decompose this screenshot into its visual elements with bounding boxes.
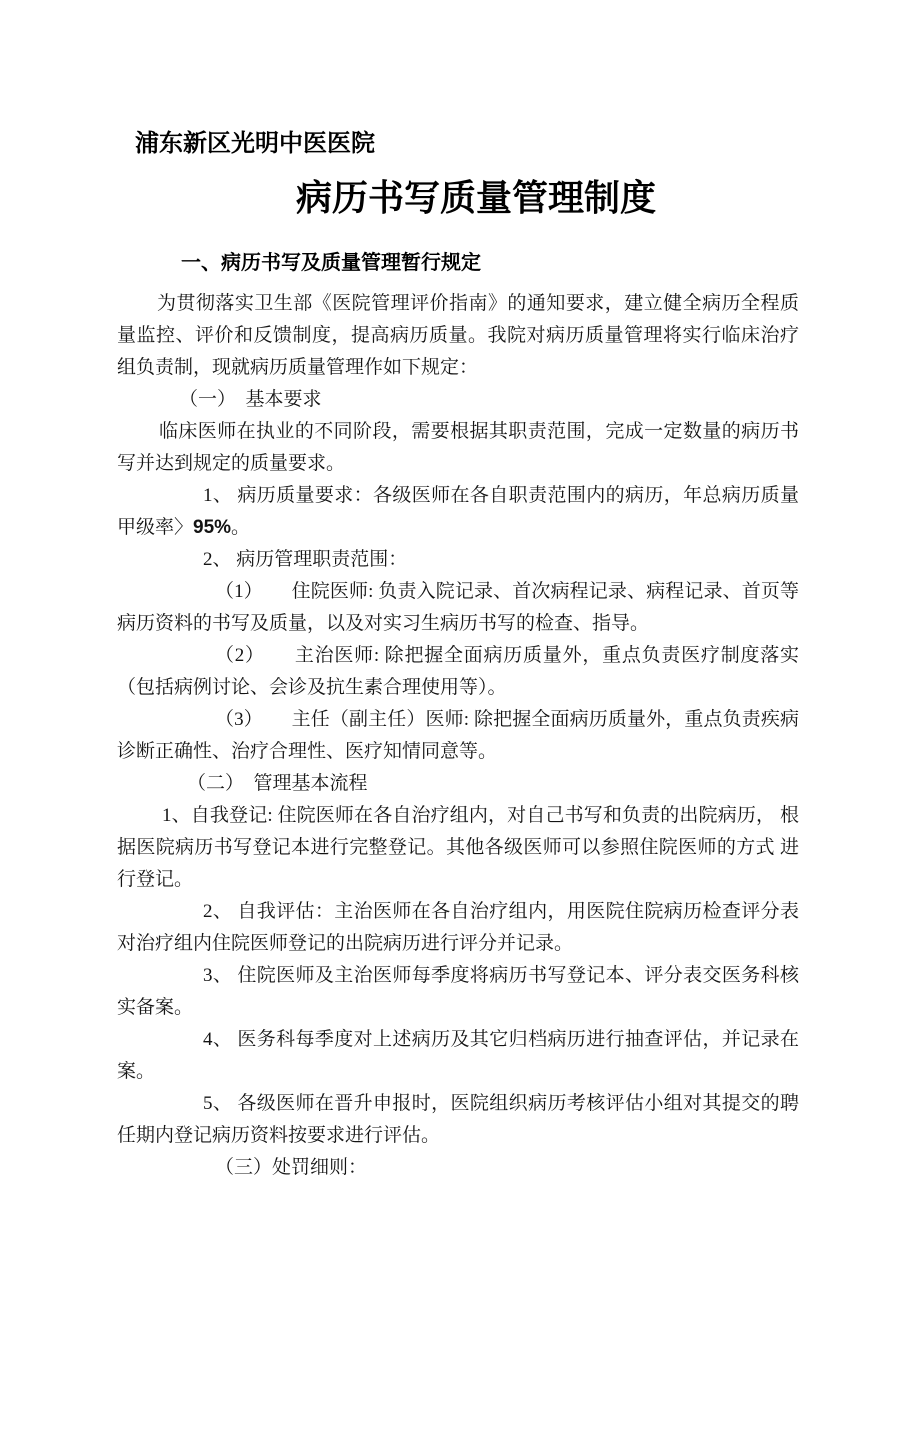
paragraph-text-suffix: 。: [231, 517, 251, 538]
paragraph-quarterly-submission: 3、 住院医师及主治医师每季度将病历书写登记本、评分表交医务科核实备案。: [117, 965, 799, 1018]
paragraph-intro: 为贯彻落实卫生部《医院管理评价指南》的通知要求，建立健全病历全程质量监控、评价和反馈制度，提高病历质量。我院对病历质量管理将实行临床治疗组负责制，现就病历质量管理作如下规定：: [117, 293, 799, 378]
quality-rate-value: 95%: [193, 517, 232, 538]
subsection-penalty-rules: （三）处罚细则：: [215, 1157, 368, 1178]
subsection-basic-requirements: （一） 基本要求: [179, 389, 322, 410]
paragraph-self-registration: 1、自我登记: 住院医师在各自治疗组内，对自己书写和负责的出院病历， 根据医院病历书写登记本进行完整登记。其他各级医师可以参照住院医师的方式 进行登记。: [117, 805, 799, 890]
paragraph-responsibility-scope: 2、 病历管理职责范围：: [203, 549, 408, 570]
paragraph-quarterly-spot-check: 4、 医务科每季度对上述病历及其它归档病历进行抽查评估，并记录在案。: [117, 1029, 799, 1082]
document-page: [0, 128, 920, 1430]
document-body: [117, 288, 799, 1184]
document-title: 病历书写质量管理制度: [296, 177, 657, 218]
paragraph-chief-physician: （3） 主任（副主任）医师: 除把握全面病历质量外，重点负责疾病诊断正确性、治疗合理性、医疗知情同意等。: [117, 709, 799, 762]
paragraph-resident-physician: （1） 住院医师: 负责入院记录、首次病程记录、病程记录、首页等病历资料的书写及质量，以及对实习生病历书写的检查、指导。: [117, 581, 799, 634]
section-heading: 一、病历书写及质量管理暂行规定: [181, 252, 481, 274]
paragraph-promotion-evaluation: 5、 各级医师在晋升申报时，医院组织病历考核评估小组对其提交的聘任期内登记病历资料按要求进行评估。: [117, 1093, 799, 1146]
paragraph-clinician-stages: 临床医师在执业的不同阶段，需要根据其职责范围，完成一定数量的病历书写并达到规定的质量要求。: [117, 421, 799, 474]
paragraph-quality-requirement: [117, 480, 799, 544]
subsection-management-process: （二） 管理基本流程: [187, 773, 368, 794]
paragraph-attending-physician: （2） 主治医师: 除把握全面病历质量外，重点负责医疗制度落实（包括病例讨论、会诊及抗生素合理使用等）。: [117, 645, 799, 698]
hospital-name: 浦东新区光明中医医院: [135, 130, 375, 157]
paragraph-self-assessment: 2、 自我评估：主治医师在各自治疗组内，用医院住院病历检查评分表对治疗组内住院医师登记的出院病历进行评分并记录。: [117, 901, 799, 954]
paragraph-text-prefix: 1、 病历质量要求：各级医师在各自职责范围内的病历，年总病历质量甲级率〉: [117, 485, 799, 538]
